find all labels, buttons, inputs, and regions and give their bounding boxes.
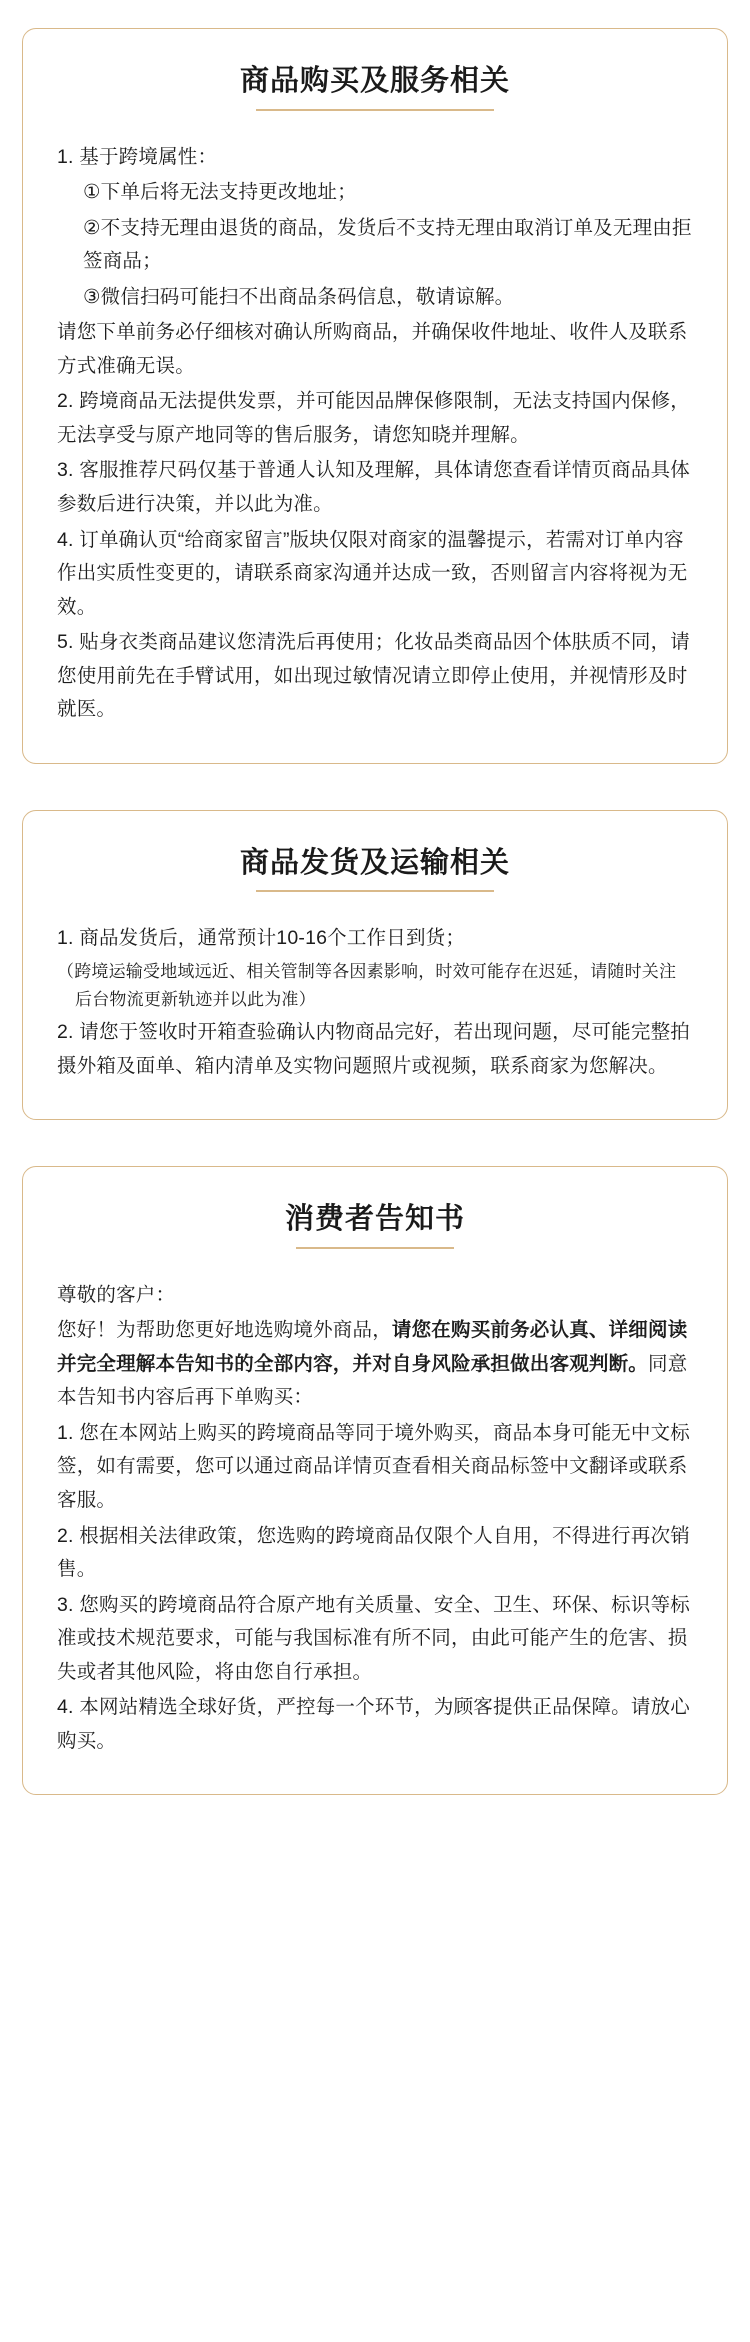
- section-card-shipping: [22, 810, 728, 1120]
- paragraph: 尊敬的客户：: [57, 1283, 176, 1306]
- paragraph: ②不支持无理由退货的商品，发货后不支持无理由取消订单及无理由拒签商品；: [83, 216, 692, 273]
- paragraph: 3. 客服推荐尺码仅基于普通人认知及理解，具体请您查看详情页商品具体参数后进行决策，并以此为准。: [57, 459, 690, 515]
- section-body: [57, 1279, 693, 1758]
- paragraph: 1. 基于跨境属性：: [57, 145, 218, 168]
- paragraph: 2. 根据相关法律政策，您选购的跨境商品仅限个人自用，不得进行再次销售。: [57, 1524, 690, 1581]
- section-title: 商品发货及运输相关: [240, 845, 510, 893]
- section-card-consumer-notice: [22, 1166, 728, 1795]
- paragraph: 2. 跨境商品无法提供发票，并可能因品牌保修限制，无法支持国内保修，无法享受与原产地同等的售后服务，请您知晓并理解。: [57, 390, 690, 446]
- paragraph: 3. 您购买的跨境商品符合原产地有关质量、安全、卫生、环保、标识等标准或技术规范要求，可能与我国标准有所不同，由此可能产生的危害、损失或者其他风险，将由您自行承担。: [57, 1593, 690, 1683]
- emphasis-text: 请您在购买前务必认真、详细阅读并完全理解本告知书的全部内容，并对自身风险承担做出客观判断。: [57, 1319, 688, 1375]
- paragraph-note: （跨境运输受地域远近、相关管制等各因素影响，时效可能存在迟延，请随时关注后台物流更新轨迹并以此为准）: [57, 961, 677, 1009]
- section-title: 消费者告知书: [285, 1201, 465, 1249]
- paragraph: 4. 本网站精选全球好货，严控每一个环节，为顾客提供正品保障。请放心购买。: [57, 1696, 690, 1752]
- section-card-purchase: [22, 28, 728, 764]
- paragraph: 2. 请您于签收时开箱查验确认内物商品完好，若出现问题，尽可能完整拍摄外箱及面单、箱内清单及实物问题照片或视频，联系商家为您解决。: [57, 1021, 690, 1077]
- section-title-wrap: [57, 63, 693, 111]
- plain-text: 您好！为帮助您更好地选购境外商品，: [57, 1319, 392, 1342]
- plain-text: 同意本告知书内容后再下单购买：: [57, 1352, 688, 1409]
- section-title: 商品购买及服务相关: [240, 63, 510, 111]
- paragraph: ③微信扫码可能扫不出商品条码信息，敬请谅解。: [83, 285, 515, 308]
- section-title-wrap: [57, 845, 693, 893]
- paragraph: ①下单后将无法支持更改地址；: [83, 181, 357, 204]
- paragraph: 1. 您在本网站上购买的跨境商品等同于境外购买，商品本身可能无中文标签，如有需要，您可以通过商品详情页查看相关商品标签中文翻译或联系客服。: [57, 1421, 690, 1511]
- paragraph: 4. 订单确认页“给商家留言”版块仅限对商家的温馨提示，若需对订单内容作出实质性变更的，请联系商家沟通并达成一致，否则留言内容将视为无效。: [57, 528, 688, 618]
- section-body: [57, 141, 693, 727]
- paragraph-rich: [57, 1314, 693, 1415]
- paragraph: 5. 贴身衣类商品建议您清洗后再使用；化妆品类商品因个体肤质不同，请您使用前先在手臂试用，如出现过敏情况请立即停止使用，并视情形及时就医。: [57, 631, 690, 721]
- section-body: [57, 922, 693, 1083]
- section-title-wrap: [57, 1201, 693, 1249]
- paragraph: 请您下单前务必仔细核对确认所购商品，并确保收件地址、收件人及联系方式准确无误。: [57, 321, 688, 377]
- paragraph: 1. 商品发货后，通常预计10-16个工作日到货；: [57, 927, 466, 950]
